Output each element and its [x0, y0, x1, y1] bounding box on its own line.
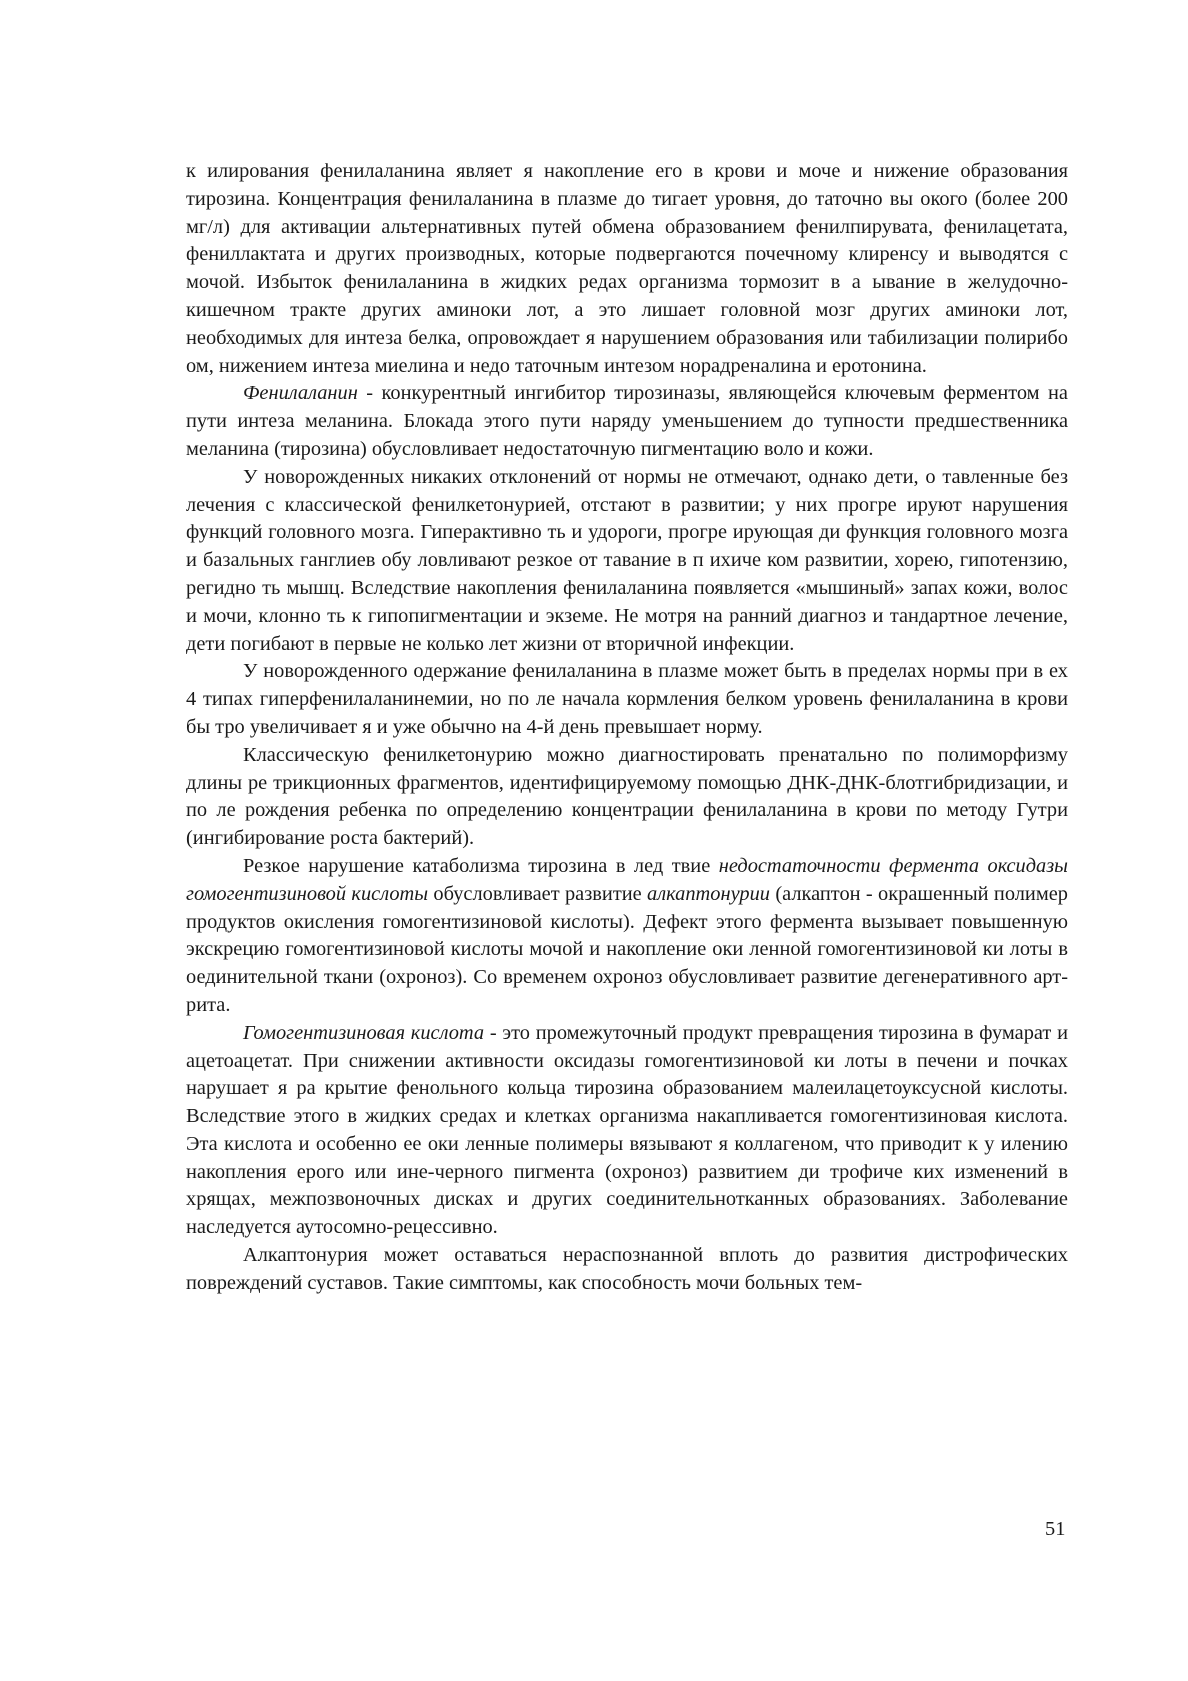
paragraph [186, 1020, 1068, 1242]
text-run: Алкаптонурия может оставаться нераспознанной вплоть до развития дистрофических повреждений суставов. Такие симптомы, как способность мочи больных тем- [186, 1244, 1068, 1294]
italic-text: недостаточности фермента оксидазы гомогентизиновой кислоты [186, 854, 1068, 905]
text-run: обусловливает развитие [428, 882, 648, 905]
text-run: (алкаптон - окрашенный полимер продуктов окисления гомогентизиновой кислоты). Дефект этого фермента вызывает повышенную экскрецию гомогентизиновой кислоты мочой и накопление оки ленной гомогентизиновой ки лоты в оединительной ткани (охроноз). Со временем охроноз обусловливает развитие дегенеративного артрита. [186, 882, 1068, 1016]
text-run: - это промежуточный продукт превращения тирозина в фумарат и ацетоацетат. При снижении активности оксидазы гомогентизиновой ки лоты в печени и почках нарушает я ра крытие фенольного кольца тирозина образованием малеилацетоуксусной кислоты. Вследствие этого в жидких средах и клетках организма накапливается гомогентизиновая кислота. Эта кислота и особенно ее оки ленные полимеры вязывают я коллагеном, что приводит к у илению накопления ерого или ине-черного пигмента (охроноз) развитием ди трофиче ких изменений в хрящах, межпозвоночных дисках и других соединительнотканных образованиях. Заболевание наследуется аутосомно-рецессивно. [186, 1021, 1068, 1239]
text-run: Классическую фенилкетонурию можно диагностировать пренатально по полиморфизму длины ре трикционных фрагментов, идентифицируемому помощью ДНК-ДНК-блотгибридизации, и по ле рождения ребенка по определению концентрации фенилаланина в крови по методу Гутри (ингибирование роста бактерий). [186, 743, 1068, 850]
paragraph [186, 158, 1068, 380]
paragraph [186, 1242, 1068, 1298]
text-run: к илирования фенилаланина являет я накопление его в крови и моче и нижение образования тирозина. Концентрация фенилаланина в плазме до тигает уровня, до таточно вы окого (более 200 мг/л) для активации альтернативных путей обмена образованием фенилпирувата, фенилацетата, фениллактата и других производных, которые подвергаются почечному клиренсу и выводятся с мочой. Избыток фенилаланина в жидких редах организма тормозит в а ывание в желудочно-кишечном тракте других аминоки лот, а это лишает головной мозг других аминоки лот, необходимых для интеза белка, опровождает я нарушением образования или табилизации полирибо ом, нижением интеза миелина и недо таточным интезом норадреналина и еротонина. [186, 160, 1068, 377]
italic-text: алкаптонурии [647, 882, 770, 905]
text-run: У новорожденного одержание фенилаланина в плазме может быть в пределах нормы при в ех 4 типах гиперфенилаланинемии, но по ле начала кормления белком уровень фенилаланина в крови бы тро увеличивает я и уже обычно на 4-й день превышает норму. [186, 660, 1068, 738]
italic-text: Фенилаланин [243, 382, 358, 405]
page-body [186, 158, 1068, 1298]
paragraph [186, 658, 1068, 741]
paragraph [186, 742, 1068, 853]
paragraph [186, 380, 1068, 463]
italic-text: Гомогентизиновая кислота [243, 1021, 485, 1044]
paragraph [186, 464, 1068, 659]
text-run: У новорожденных никаких отклонений от нормы не отмечают, однако дети, о тавленные без лечения с классической фенилкетонурией, отстают в развитии; у них прогре ируют нарушения функций головного мозга. Гиперактивно ть и удороги, прогре ирующая ди функция головного мозга и базальных ганглиев обу ловливают резкое от тавание в п ихиче ком развитии, хорею, гипотензию, регидно ть мышц. Вследствие накопления фенилаланина появляется «мышиный» запах кожи, волос и мочи, клонно ть к гипопигментации и экземе. Не мотря на ранний диагноз и тандартное лечение, дети погибают в первые не колько лет жизни от вторичной инфекции. [186, 465, 1068, 655]
paragraph [186, 853, 1068, 1020]
page-number: 51 [1045, 1518, 1066, 1540]
text-run: - конкурентный ингибитор тирозиназы, являющейся ключевым ферментом на пути интеза меланина. Блокада этого пути наряду уменьшением до тупности предшественника меланина (тирозина) обусловливает недостаточную пигментацию воло и кожи. [186, 382, 1068, 460]
text-run: Резкое нарушение катаболизма тирозина в лед твие [243, 854, 719, 877]
